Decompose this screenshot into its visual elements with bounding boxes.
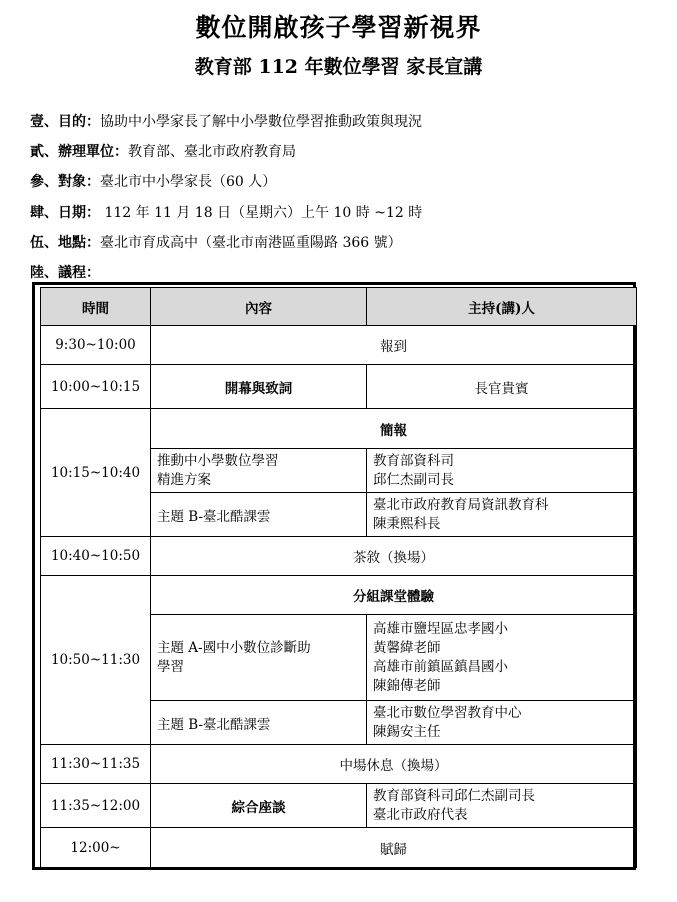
host-line: 臺北市政府代表 (373, 806, 468, 823)
info-audience (30, 171, 276, 191)
host-line: 邱仁杰副司長 (373, 471, 454, 488)
content-cell: 主題 B-臺北酷課雲 (151, 493, 367, 537)
table-row (41, 576, 637, 615)
host-line: 黃馨緯老師 (373, 639, 441, 656)
host-cell (367, 493, 637, 537)
info-value: 教育部、臺北市政府教育局 (128, 144, 296, 160)
info-value: 協助中小學家長了解中小學數位學習推動政策與現況 (100, 114, 422, 130)
table-row (41, 537, 637, 576)
time-cell: 10:40~10:50 (41, 537, 151, 576)
info-organizer (30, 141, 296, 161)
info-key: 肆、日期： (30, 205, 100, 221)
time-cell: 11:35~12:00 (41, 784, 151, 828)
host-line: 高雄市鹽埕區忠孝國小 (373, 620, 508, 637)
table-row (41, 409, 637, 449)
table-row (41, 326, 637, 365)
content-cell: 報到 (151, 326, 637, 365)
host-line: 教育部資科司 (373, 452, 454, 469)
time-cell: 10:50~11:30 (41, 576, 151, 745)
section-cell: 簡報 (151, 409, 637, 449)
host-line: 臺北市政府教育局資訊教育科 (373, 496, 549, 513)
content-cell (151, 449, 367, 493)
info-key: 參、對象： (30, 174, 100, 190)
header-time: 時間 (41, 288, 151, 326)
host-cell (367, 784, 637, 828)
host-line: 高雄市前鎮區鎮昌國小 (373, 658, 508, 675)
host-line: 陳錫安主任 (373, 723, 441, 740)
content-cell: 開幕與致詞 (151, 365, 367, 409)
info-purpose (30, 111, 422, 131)
info-location (30, 232, 402, 252)
content-line: 推動中小學數位學習 (157, 452, 279, 469)
host-line: 陳錦傳老師 (373, 677, 441, 694)
content-cell: 主題 B-臺北酷課雲 (151, 701, 367, 745)
host-cell (367, 449, 637, 493)
content-line: 學習 (157, 658, 184, 675)
document-subtitle: 教育部 112 年數位學習 家長宣講 (194, 56, 483, 78)
info-agenda (30, 262, 100, 282)
content-line: 精進方案 (157, 471, 211, 488)
header-content: 內容 (151, 288, 367, 326)
info-key: 伍、地點： (30, 235, 100, 251)
time-cell: 11:30~11:35 (41, 745, 151, 784)
content-cell: 賦歸 (151, 828, 637, 868)
info-key: 壹、目的： (30, 114, 100, 130)
info-value: 112 年 11 月 18 日（星期六）上午 10 時 ~12 時 (100, 205, 423, 221)
table-row (41, 745, 637, 784)
time-cell: 12:00~ (41, 828, 151, 868)
host-line: 臺北市數位學習教育中心 (373, 704, 522, 721)
content-cell: 綜合座談 (151, 784, 367, 828)
table-row (41, 784, 637, 828)
table-header-row (41, 288, 637, 326)
content-cell (151, 615, 367, 701)
time-cell: 10:00~10:15 (41, 365, 151, 409)
header-host: 主持(講)人 (367, 288, 637, 326)
section-cell: 分組課堂體驗 (151, 576, 637, 615)
content-line: 主題 A-國中小數位診斷助 (157, 639, 311, 656)
info-key: 陸、議程： (30, 265, 100, 281)
host-cell: 長官貴賓 (367, 365, 637, 409)
info-value: 臺北市育成高中（臺北市南港區重陽路 366 號） (100, 235, 402, 251)
host-cell (367, 615, 637, 701)
document-title: 數位開啟孩子學習新視界 (195, 13, 482, 42)
table-row (41, 828, 637, 868)
content-cell: 中場休息（換場） (151, 745, 637, 784)
time-cell: 9:30~10:00 (41, 326, 151, 365)
content-cell: 茶敘（換場） (151, 537, 637, 576)
info-date (30, 202, 422, 222)
host-line: 陳秉熙科長 (373, 515, 441, 532)
info-value: 臺北市中小學家長（60 人） (100, 174, 277, 190)
host-cell (367, 701, 637, 745)
time-cell: 10:15~10:40 (41, 409, 151, 537)
agenda-table (40, 287, 637, 868)
host-line: 教育部資科司邱仁杰副司長 (373, 787, 535, 804)
info-key: 貳、辦理單位： (30, 144, 128, 160)
table-row (41, 365, 637, 409)
